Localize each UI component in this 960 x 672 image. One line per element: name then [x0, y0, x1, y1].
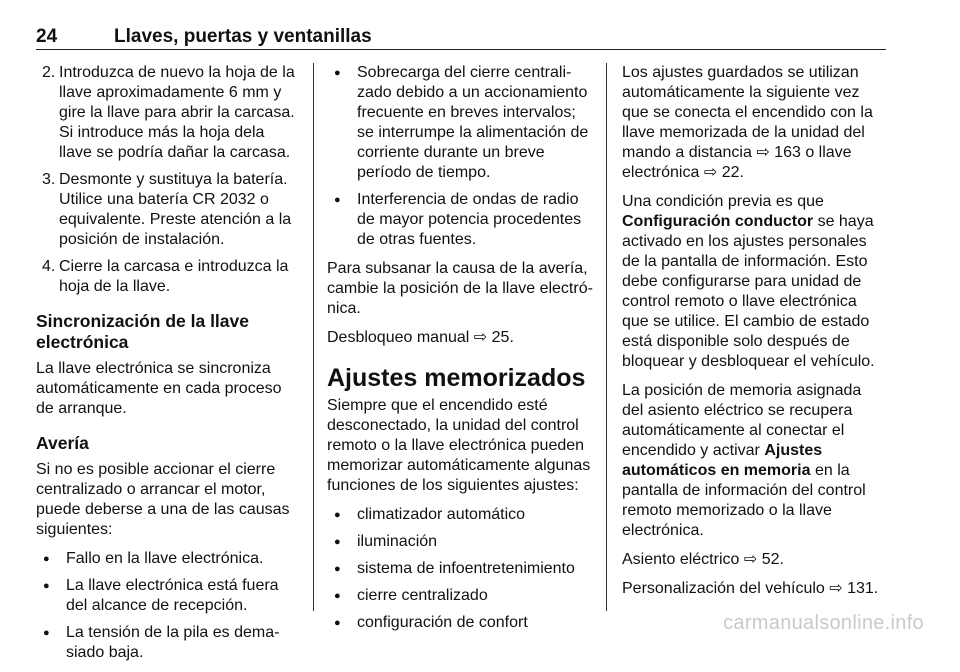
column-2 [327, 63, 594, 642]
setting-name: Ajustes automáticos en memoria [622, 442, 823, 479]
reference-arrow-icon[interactable]: ⇨ [703, 164, 718, 181]
page-reference[interactable]: 163 o llave electrónica [622, 144, 852, 181]
fault-causes-list [36, 549, 300, 663]
precondition-paragraph [622, 192, 887, 372]
manual-unlock-label: Desbloqueo manual [327, 329, 470, 346]
memory-position-paragraph [622, 381, 887, 541]
step-number: 4. [42, 258, 56, 275]
list-item: ● Fallo en la llave electrónica. [36, 549, 300, 569]
step-number: 2. [42, 64, 56, 81]
page-number: 24 [36, 26, 58, 47]
list-item: ● climatizador automático [327, 505, 594, 525]
paragraph-text: se haya activado en los ajustes personales de la pantalla de información. Esto debe configurarse para unidad de control remoto o llave electrónica que se utilice. El cambio de estado está disponible solo después de bloquear y desbloquear el vehículo. [622, 213, 875, 370]
sync-heading: Sincronización de la llave electrónica [36, 311, 249, 352]
list-item: ● configuración de confort [327, 613, 594, 633]
list-item: ● Sobrecarga del cierre centralizado debido a un accionamiento frecuente en breves intervalos; se interrumpe la alimentación de corriente durante un breve período de tiempo. [327, 63, 594, 183]
page-reference[interactable]: 52. [761, 551, 784, 568]
fault-paragraph: Si no es posible accionar el cierre centralizado o arrancar el motor, puede deberse a una de las causas siguientes: [36, 461, 290, 538]
column-divider [313, 63, 314, 611]
paragraph-text: en la pantalla de información del control remoto memorizado o la llave electrónica. [622, 462, 866, 539]
list-item [36, 257, 300, 297]
paragraph-text: Los ajustes guardados se utilizan automáticamente la siguiente vez que se conecta el encendido con la llave memorizada de la unidad del mando a distancia [622, 64, 873, 161]
personalization-label: Personalización del vehículo [622, 580, 825, 597]
seat-label: Asiento eléctrico [622, 551, 740, 568]
reference-arrow-icon[interactable]: ⇨ [756, 144, 770, 161]
reference-arrow-icon[interactable]: ⇨ [743, 551, 758, 568]
page-reference[interactable]: 22. [721, 164, 744, 181]
memory-paragraph: Siempre que el encendido esté desconectado, la unidad del control remoto o la llave electrónica pueden memorizar automáticamente algunas funciones de los siguientes ajustes: [327, 397, 591, 494]
saved-settings-paragraph [622, 63, 887, 183]
memory-settings-list [327, 505, 594, 633]
battery-steps-list [36, 63, 300, 297]
page-reference[interactable]: 25. [491, 329, 514, 346]
setting-name: Configuración conductor [622, 213, 814, 230]
list-item: ● iluminación [327, 532, 594, 552]
step-number: 3. [42, 171, 56, 188]
list-item: ● sistema de infoentretenimiento [327, 559, 594, 579]
list-item [36, 63, 300, 163]
memory-heading: Ajustes memorizados [327, 364, 586, 392]
section-title: Llaves, puertas y ventanillas [114, 26, 372, 47]
personalization-reference [622, 579, 887, 599]
list-item: ● La tensión de la pila es demasiado baja. [36, 623, 300, 663]
reference-arrow-icon[interactable]: ⇨ [829, 580, 843, 597]
manual-unlock-reference [327, 328, 594, 348]
remedy-paragraph: Para subsanar la causa de la avería, cambie la posición de la llave electrónica. [327, 260, 593, 317]
step-text: Desmonte y sustituya la batería. Utilice una batería CR 2032 o equivalente. Preste atención a la posición de instalación. [59, 171, 292, 248]
watermark: carmanualsonline.info [723, 612, 924, 634]
fault-causes-list-continued [327, 63, 594, 250]
list-item [36, 170, 300, 250]
header-rule [36, 49, 886, 50]
reference-arrow-icon[interactable]: ⇨ [473, 329, 488, 346]
sync-paragraph: La llave electrónica se sincroniza automáticamente en cada proceso de arranque. [36, 360, 282, 417]
step-text: Introduzca de nuevo la hoja de la llave aproximadamente 6 mm y gire la llave para abrir la carcasa. Si introduce más la hoja dela llave se podría dañar la carcasa. [59, 64, 295, 161]
list-item: ● La llave electrónica está fuera del alcance de recepción. [36, 576, 300, 616]
step-text: Cierre la carcasa e introduzca la hoja de la llave. [59, 258, 289, 295]
column-3 [622, 63, 887, 608]
column-1 [36, 63, 300, 672]
list-item: ● cierre centralizado [327, 586, 594, 606]
fault-heading: Avería [36, 433, 89, 453]
list-item: ● Interferencia de ondas de radio de mayor potencia procedentes de otras fuentes. [327, 190, 594, 250]
paragraph-text: La posición de memoria asignada del asiento eléctrico se recupera automáticamente al conectar el encendido y activar [622, 382, 862, 459]
seat-reference [622, 550, 887, 570]
page-reference[interactable]: 131. [847, 580, 879, 597]
column-divider [606, 63, 607, 611]
paragraph-text: Una condición previa es que [622, 193, 824, 210]
page-header [36, 26, 886, 48]
